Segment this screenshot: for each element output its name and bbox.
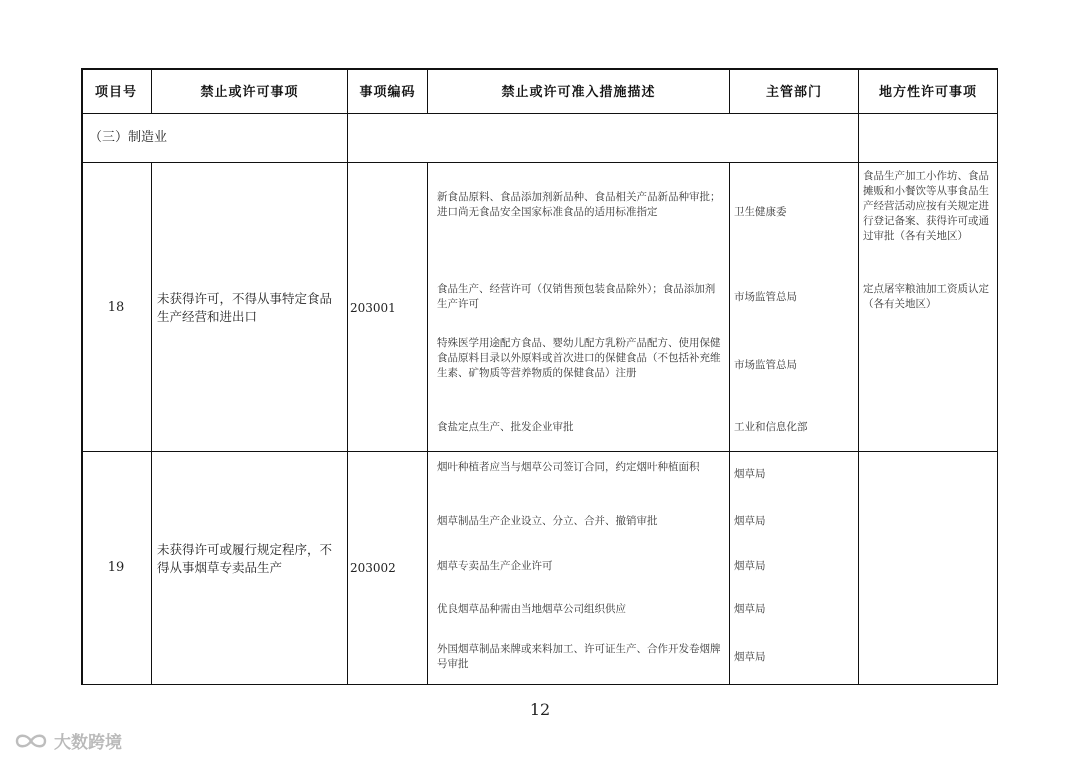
- header-item-code: 事项编码: [359, 85, 416, 100]
- row-19-dept-5: 烟草局: [734, 651, 766, 663]
- row-19-number: 19: [107, 560, 125, 575]
- row-19-dept-4: 烟草局: [734, 603, 766, 615]
- row-19-measure-2: 烟草制品生产企业设立、分立、合并、撤销审批: [437, 515, 658, 527]
- table-right-border: [997, 68, 999, 685]
- header-department: 主管部门: [765, 85, 822, 100]
- header-divider: [81, 113, 998, 114]
- row-19-code: 203002: [350, 561, 396, 575]
- row-18-measure-1: 新食品原料、食品添加剂新品种、食品相关产品新品种审批；进口尚无食品安全国家标准食品的适用标准指定: [437, 191, 721, 218]
- row-19-dept-1: 烟草局: [734, 468, 766, 480]
- row-19-item: 未获得许可或履行规定程序，不得从事烟草专卖品生产: [157, 542, 333, 575]
- col-divider-5: [858, 68, 859, 685]
- row-18-item: 未获得许可，不得从事特定食品生产经营和进出口: [157, 291, 333, 324]
- col-divider-3: [427, 162, 428, 685]
- row-18-dept-3: 市场监管总局: [734, 359, 797, 371]
- row-18-number: 18: [107, 300, 125, 315]
- row-18-local-1: 食品生产加工小作坊、食品摊贩和小餐饮等从事食品生产经营活动应按有关规定进行登记备案、获得许可或通过审批（各有关地区）: [863, 170, 989, 242]
- section-label: （三）制造业: [89, 130, 168, 145]
- table-left-border: [81, 68, 83, 685]
- header-local-license: 地方性许可事项: [878, 85, 977, 100]
- row-18-dept-2: 市场监管总局: [734, 291, 797, 303]
- row-19-measure-4: 优良烟草品种需由当地烟草公司组织供应: [437, 603, 626, 615]
- row-18-measure-2: 食品生产、经营许可（仅销售预包装食品除外）；食品添加剂生产许可: [437, 283, 716, 310]
- watermark-text: 大数跨境: [54, 733, 122, 753]
- page-number: 12: [529, 700, 551, 719]
- section-divider: [81, 162, 998, 163]
- col-divider-2: [347, 68, 348, 685]
- row-divider: [81, 451, 998, 452]
- col-divider-4: [729, 162, 730, 685]
- header-project-number: 项目号: [94, 85, 137, 100]
- row-19-dept-3: 烟草局: [734, 560, 766, 572]
- watermark: [14, 728, 122, 753]
- row-18-measure-3: 特殊医学用途配方食品、婴幼儿配方乳粉产品配方、使用保健食品原料目录以外原料或首次进口的保健食品（不包括补充维生素、矿物质等营养物质的保健食品）注册: [437, 337, 721, 379]
- regulation-table: [81, 68, 998, 685]
- row-19-measure-3: 烟草专卖品生产企业许可: [437, 560, 553, 572]
- header-item: 禁止或许可事项: [200, 85, 299, 100]
- row-19-measure-5: 外国烟草制品来牌或来料加工、许可证生产、合作开发卷烟牌号审批: [437, 643, 721, 670]
- row-18-dept-4: 工业和信息化部: [734, 421, 808, 433]
- row-18-local-2: 定点屠宰粮油加工资质认定（各有关地区）: [863, 283, 989, 310]
- row-18-code: 203001: [350, 301, 396, 315]
- row-19-measure-1: 烟叶种植者应当与烟草公司签订合同，约定烟叶种植面积: [437, 461, 700, 473]
- infinity-logo-icon: [14, 731, 48, 751]
- table-bottom-border: [81, 684, 998, 686]
- row-19-dept-2: 烟草局: [734, 515, 766, 527]
- col-divider-1: [151, 162, 152, 685]
- row-18-dept-1: 卫生健康委: [734, 206, 787, 218]
- row-18-measure-4: 食盐定点生产、批发企业审批: [437, 421, 574, 433]
- header-measure-description: 禁止或许可准入措施描述: [501, 85, 656, 100]
